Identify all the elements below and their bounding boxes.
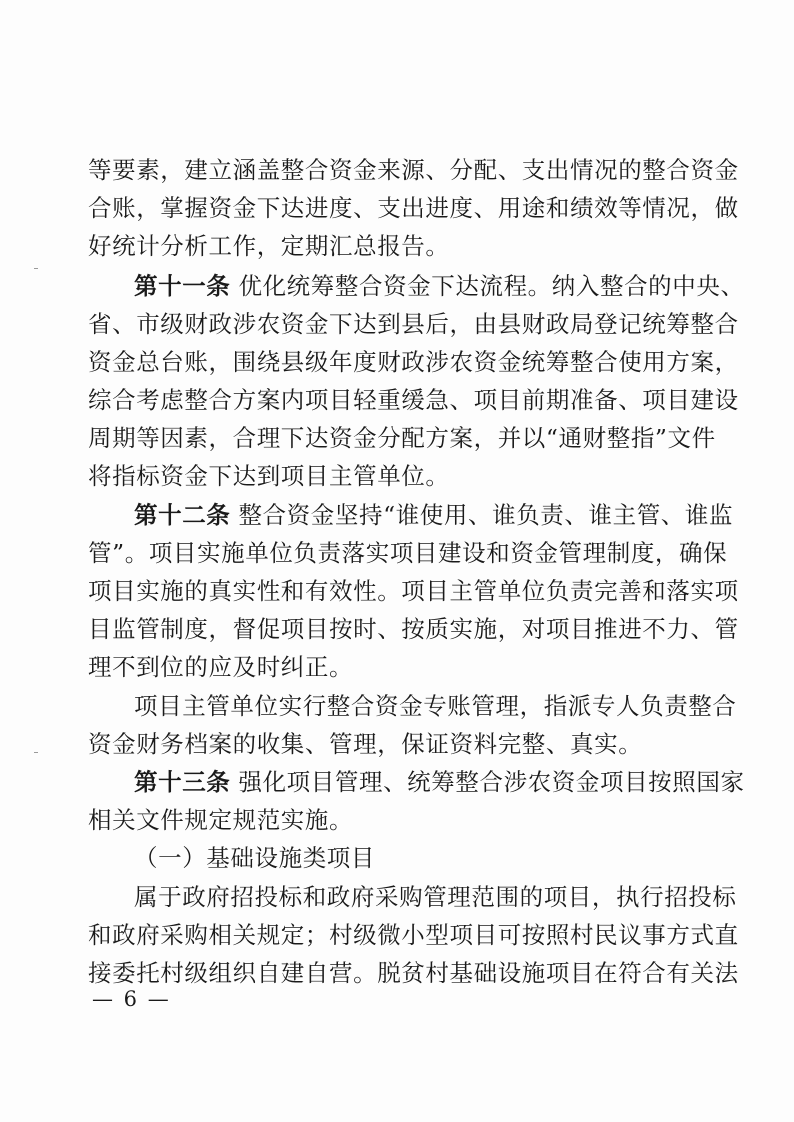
text-line: 项目实施的真实性和有效性。项目主管单位负责完善和落实项	[88, 577, 739, 605]
text-line: 强化项目管理、统筹整合涉农资金项目按照国家	[238, 768, 745, 796]
text-line: 属于政府招投标和政府采购管理范围的项目，执行招投标	[134, 883, 737, 911]
text-line: 周期等因素，合理下达资金分配方案，并以“通财整指”文件	[88, 424, 716, 452]
text-line: 等要素，建立涵盖整合资金来源、分配、支出情况的整合资金	[88, 156, 739, 184]
text-line: 相关文件规定规范实施。	[88, 806, 354, 834]
article-13-label: 第十三条	[134, 768, 231, 796]
text-line: 项目主管单位实行整合资金专账管理，指派专人负责整合	[134, 692, 737, 720]
text-line: 目监管制度，督促项目按时、按质实施，对项目推进不力、管	[88, 615, 739, 643]
text-line: 管”。项目实施单位负责落实项目建设和资金管理制度，确保	[88, 539, 728, 567]
text-line: 资金总台账，围绕县级年度财政涉农资金统筹整合使用方案，	[88, 348, 739, 376]
text-line: 整合资金坚持“谁使用、谁负责、谁主管、谁监	[238, 501, 734, 529]
text-line: 好统计分析工作，定期汇总报告。	[88, 232, 450, 260]
margin-mark	[34, 268, 38, 269]
text-line: 和政府采购相关规定；村级微小型项目可按照村民议事方式直	[88, 921, 739, 949]
text-line: 将指标资金下达到项目主管单位。	[88, 462, 450, 490]
article-13-line	[134, 764, 754, 800]
text-line: 理不到位的应及时纠正。	[88, 653, 354, 681]
text-line: 接委托村级组织自建自营。脱贫村基础设施项目在符合有关法	[88, 959, 739, 987]
text-line: 合账，掌握资金下达进度、支出进度、用途和绩效等情况，做	[88, 194, 739, 222]
text-line: 资金财务档案的收集、管理，保证资料完整、真实。	[88, 730, 643, 758]
page-number: — 6 —	[92, 987, 171, 1011]
margin-mark	[34, 752, 38, 753]
article-11-line	[134, 268, 754, 304]
article-12-label: 第十二条	[134, 501, 231, 529]
text-line: 优化统筹整合资金下达流程。纳入整合的中央、	[238, 272, 745, 300]
text-line: 综合考虑整合方案内项目轻重缓急、项目前期准备、项目建设	[88, 386, 739, 414]
section-heading: （一）基础设施类项目	[134, 844, 375, 872]
article-12-line	[134, 497, 754, 533]
article-11-label: 第十一条	[134, 272, 231, 300]
text-line: 省、市级财政涉农资金下达到县后，由县财政局登记统筹整合	[88, 310, 739, 338]
